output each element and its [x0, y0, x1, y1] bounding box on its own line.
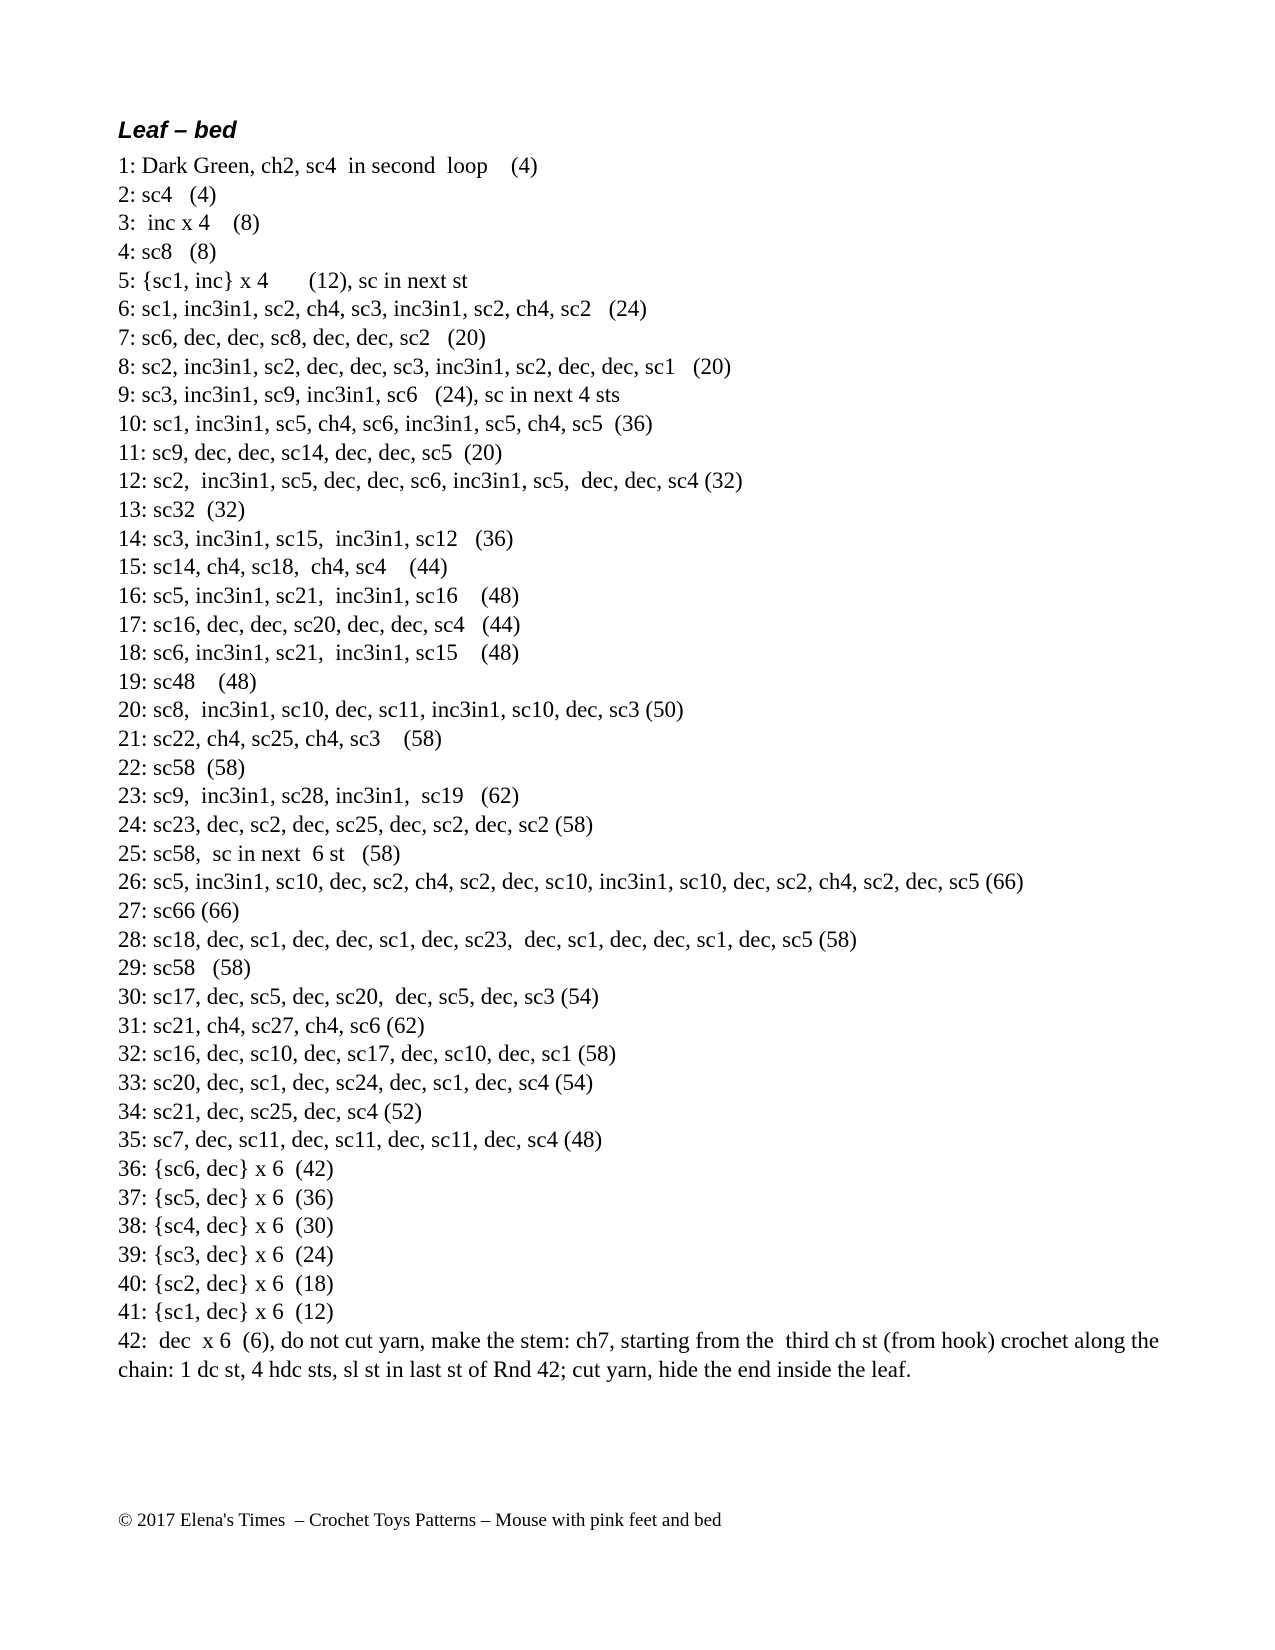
- page-title: Leaf – bed: [118, 117, 237, 144]
- pattern-round: 33: sc20, dec, sc1, dec, sc24, dec, sc1, dec, sc4 (54): [118, 1070, 594, 1095]
- pattern-round: 12: sc2, inc3in1, sc5, dec, dec, sc6, inc3in1, sc5, dec, dec, sc4 (32): [118, 468, 743, 494]
- pattern-round: 14: sc3, inc3in1, sc15, inc3in1, sc12 (36): [118, 525, 514, 551]
- pattern-round: 26: sc5, inc3in1, sc10, dec, sc2, ch4, sc2, dec, sc10, inc3in1, sc10, dec, sc2, ch4, sc2, dec, sc5 (66): [118, 869, 1024, 895]
- pattern-round: 30: sc17, dec, sc5, dec, sc20, dec, sc5, dec, sc3 (54): [118, 984, 599, 1010]
- pattern-round: 1: Dark Green, ch2, sc4 in second loop (4): [118, 153, 538, 178]
- pattern-round: 15: sc14, ch4, sc18, ch4, sc4 (44): [118, 554, 448, 580]
- pattern-round: 27: sc66 (66): [118, 898, 240, 924]
- pattern-round: 34: sc21, dec, sc25, dec, sc4 (52): [118, 1098, 423, 1124]
- pattern-round: 22: sc58 (58): [118, 754, 246, 780]
- pattern-round: 36: {sc6, dec} x 6 (42): [118, 1155, 334, 1181]
- pattern-round: 41: {sc1, dec} x 6 (12): [118, 1299, 334, 1325]
- pattern-round: 38: {sc4, dec} x 6 (30): [118, 1213, 334, 1239]
- pattern-round: 8: sc2, inc3in1, sc2, dec, dec, sc3, inc3in1, sc2, dec, dec, sc1 (20): [118, 353, 732, 379]
- pattern-round: 23: sc9, inc3in1, sc28, inc3in1, sc19 (62): [118, 783, 520, 809]
- pattern-round: 24: sc23, dec, sc2, dec, sc25, dec, sc2, dec, sc2 (58): [118, 812, 594, 838]
- pattern-round: 28: sc18, dec, sc1, dec, dec, sc1, dec, sc23, dec, sc1, dec, dec, sc1, dec, sc5 (58): [118, 926, 857, 952]
- pattern-round: 11: sc9, dec, dec, sc14, dec, dec, sc5 (20): [118, 439, 503, 465]
- pattern-round: 37: {sc5, dec} x 6 (36): [118, 1184, 334, 1210]
- pattern-round: 18: sc6, inc3in1, sc21, inc3in1, sc15 (48): [118, 640, 520, 666]
- pattern-round: 16: sc5, inc3in1, sc21, inc3in1, sc16 (48): [118, 582, 520, 608]
- pattern-round: 42: dec x 6 (6), do not cut yarn, make the stem: ch7, starting from the third ch st (from hook) crochet along the chain: 1 dc st, 4 hdc sts, sl st in last st of Rnd 42; cut yarn, hide the end inside the leaf.: [118, 1327, 1165, 1382]
- pattern-round: 40: {sc2, dec} x 6 (18): [118, 1270, 334, 1296]
- pattern-round: 39: {sc3, dec} x 6 (24): [118, 1241, 334, 1267]
- pattern-round: 9: sc3, inc3in1, sc9, inc3in1, sc6 (24), sc in next 4 sts: [118, 382, 621, 408]
- pattern-round: 13: sc32 (32): [118, 496, 246, 522]
- pattern-round: 7: sc6, dec, dec, sc8, dec, dec, sc2 (20): [118, 324, 486, 350]
- pattern-round: 5: {sc1, inc} x 4 (12), sc in next st: [118, 267, 468, 293]
- pattern-round: 21: sc22, ch4, sc25, ch4, sc3 (58): [118, 726, 442, 752]
- pattern-round: 3: inc x 4 (8): [118, 210, 260, 236]
- pattern-round: 19: sc48 (48): [118, 668, 257, 694]
- pattern-round: 20: sc8, inc3in1, sc10, dec, sc11, inc3in1, sc10, dec, sc3 (50): [118, 697, 684, 723]
- pattern-round: 10: sc1, inc3in1, sc5, ch4, sc6, inc3in1, sc5, ch4, sc5 (36): [118, 410, 653, 436]
- copyright-footer: © 2017 Elena's Times – Crochet Toys Patterns – Mouse with pink feet and bed: [118, 1510, 722, 1531]
- pattern-round: 31: sc21, ch4, sc27, ch4, sc6 (62): [118, 1012, 425, 1038]
- pattern-round: 2: sc4 (4): [118, 181, 217, 207]
- pattern-rounds-list: [118, 152, 1168, 1384]
- pattern-round: 25: sc58, sc in next 6 st (58): [118, 840, 401, 866]
- pattern-round: 17: sc16, dec, dec, sc20, dec, dec, sc4 (44): [118, 611, 521, 637]
- pattern-round: 29: sc58 (58): [118, 955, 251, 981]
- pattern-round: 4: sc8 (8): [118, 238, 217, 264]
- pattern-round: 32: sc16, dec, sc10, dec, sc17, dec, sc10, dec, sc1 (58): [118, 1041, 617, 1067]
- pattern-round: 6: sc1, inc3in1, sc2, ch4, sc3, inc3in1, sc2, ch4, sc2 (24): [118, 296, 647, 322]
- pattern-round: 35: sc7, dec, sc11, dec, sc11, dec, sc11, dec, sc4 (48): [118, 1127, 603, 1153]
